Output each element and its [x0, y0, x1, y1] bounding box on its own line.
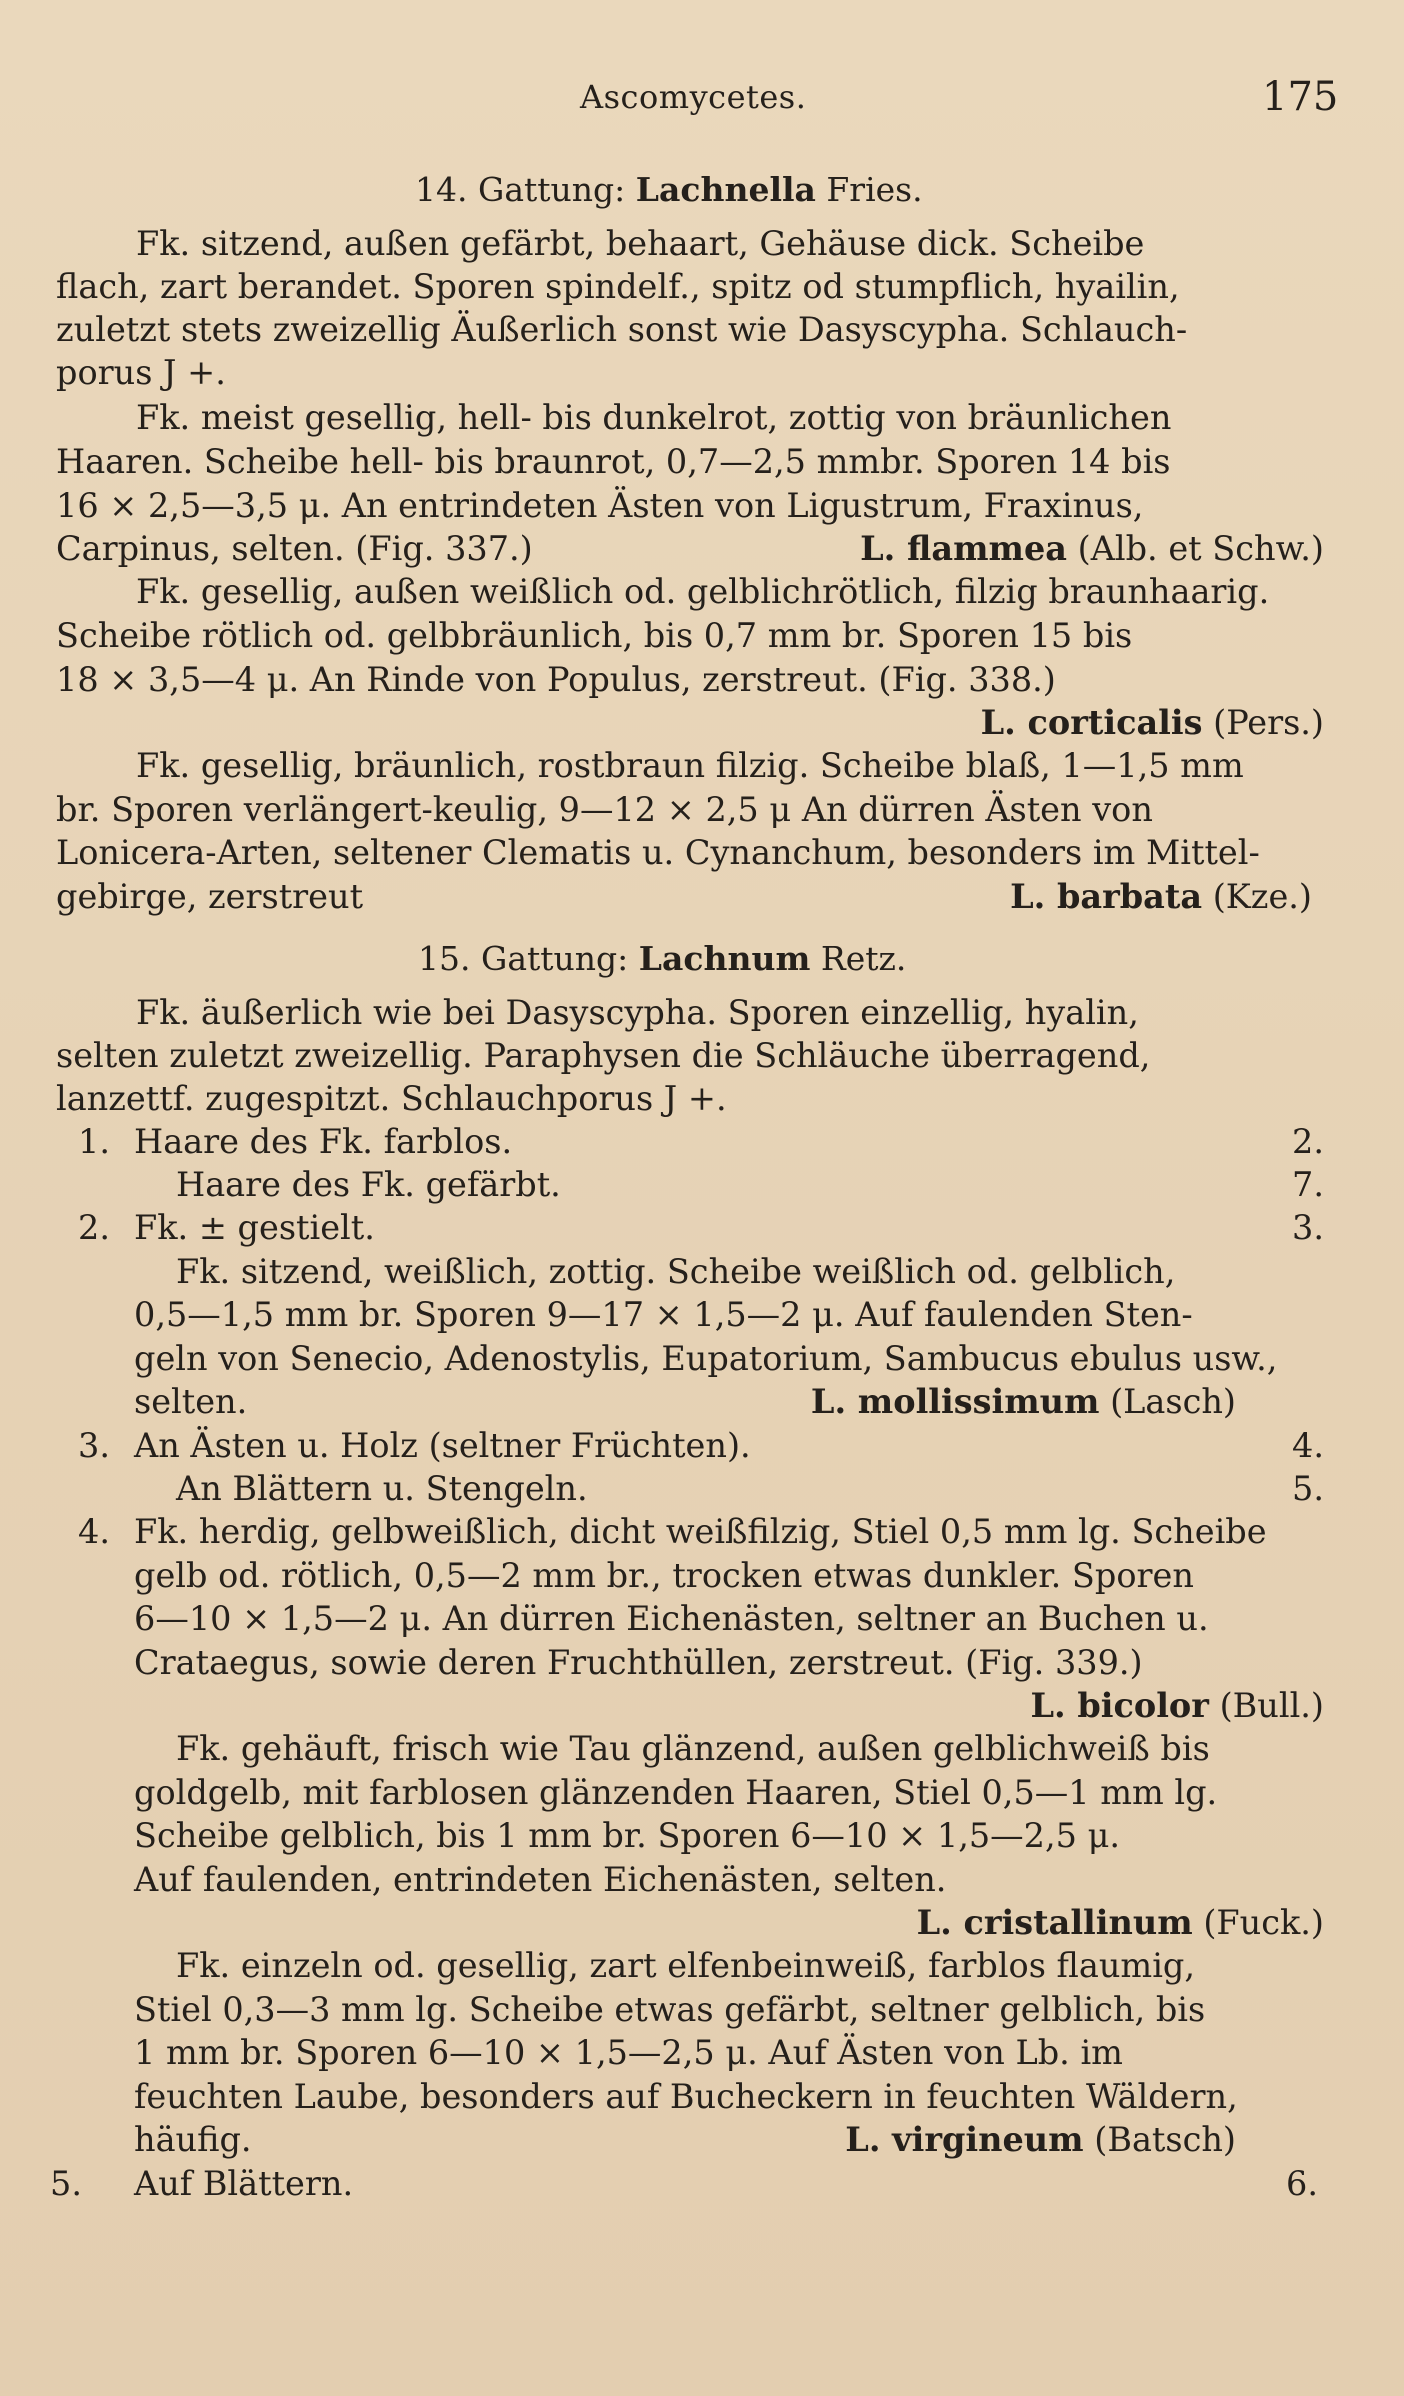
- key-ref: 7.: [1292, 1165, 1324, 1204]
- text-line: goldgelb, mit farblosen glänzenden Haaren, Stiel 0,5—1 mm lg.: [134, 1773, 1218, 1812]
- key-line: [0, 1467, 1404, 1511]
- key-line: [0, 1163, 1404, 1207]
- text-line: Scheibe gelblich, bis 1 mm br. Sporen 6—10 × 1,5—2,5 μ.: [134, 1816, 1121, 1855]
- key-text: Haare des Fk. farblos.: [134, 1122, 513, 1161]
- running-head: [0, 74, 1404, 124]
- text-line: 16 × 2,5—3,5 μ. An entrindeten Ästen von Ligustrum, Fraxinus,: [56, 486, 1144, 525]
- species-name: L. corticalis (Pers.): [980, 703, 1324, 742]
- text-line: Fk. meist gesellig, hell- bis dunkelrot, zottig von bräunlichen: [136, 398, 1172, 437]
- key-line: [0, 1424, 1404, 1468]
- text-line: lanzettf. zugespitzt. Schlauchporus J +.: [56, 1079, 727, 1118]
- key-number: 2.: [78, 1208, 110, 1247]
- key-line: [0, 1510, 1404, 1554]
- genus-heading-prefix: 15. Gattung:: [418, 939, 639, 978]
- key-line: [0, 1206, 1404, 1250]
- key-text: Fk. herdig, gelbweißlich, dicht weißfilzig, Stiel 0,5 mm lg. Scheibe: [134, 1512, 1267, 1551]
- key-text: Haare des Fk. gefärbt.: [176, 1165, 561, 1204]
- text-line: zuletzt stets zweizellig Äußerlich sonst wie Dasyscypha. Schlauch-: [56, 310, 1188, 349]
- key-text: An Blättern u. Stengeln.: [176, 1469, 588, 1508]
- text-line: häufig. L. virgineum (Batsch): [0, 2118, 1404, 2162]
- text-line: br. Sporen verlängert-keulig, 9—12 × 2,5 μ An dürren Ästen von: [56, 790, 1153, 829]
- key-line: [0, 1120, 1404, 1164]
- key-ref: 3.: [1292, 1208, 1324, 1247]
- text-line: flach, zart berandet. Sporen spindelf., spitz od stumpflich, hyailin,: [56, 267, 1180, 306]
- species-name: L. mollissimum (Lasch): [810, 1382, 1236, 1421]
- key-text: An Ästen u. Holz (seltner Früchten).: [134, 1426, 751, 1465]
- text-line: Stiel 0,3—3 mm lg. Scheibe etwas gefärbt, seltner gelblich, bis: [134, 1990, 1206, 2029]
- key-ref: 4.: [1292, 1426, 1324, 1465]
- text-line: gebirge, zerstreut L. barbata (Kze.): [0, 875, 1404, 919]
- text-line: Crataegus, sowie deren Fruchthüllen, zerstreut. (Fig. 339.): [134, 1643, 1143, 1682]
- text-line: Fk. gehäuft, frisch wie Tau glänzend, außen gelblichweiß bis: [176, 1729, 1210, 1768]
- page-number: 175: [1262, 74, 1339, 120]
- text-line: feuchten Laube, besonders auf Bucheckern in feuchten Wäldern,: [134, 2077, 1238, 2116]
- text-line: Carpinus, selten. (Fig. 337.) L. flammea (Alb. et Schw.): [0, 527, 1404, 571]
- genus-author: Retz.: [810, 939, 907, 978]
- text-line: selten zuletzt zweizellig. Paraphysen die Schläuche überragend,: [56, 1036, 1151, 1075]
- text-line: 6—10 × 1,5—2 μ. An dürren Eichenästen, seltner an Buchen u.: [134, 1599, 1209, 1638]
- species-line: [0, 701, 1404, 745]
- text-line: Fk. einzeln od. gesellig, zart elfenbeinweiß, farblos flaumig,: [176, 1946, 1196, 1985]
- text-line: Lonicera-Arten, seltener Clematis u. Cynanchum, besonders im Mittel-: [56, 833, 1260, 872]
- species-line: [0, 1684, 1404, 1728]
- species-name: L. flammea (Alb. et Schw.): [860, 529, 1324, 568]
- species-name: L. barbata (Kze.): [1010, 877, 1312, 916]
- text-line: Scheibe rötlich od. gelbbräunlich, bis 0,7 mm br. Sporen 15 bis: [56, 616, 1133, 655]
- key-number: 5.: [50, 2164, 82, 2203]
- text-line: geln von Senecio, Adenostylis, Eupatorium, Sambucus ebulus usw.,: [134, 1339, 1278, 1378]
- genus-author: Fries.: [815, 170, 923, 209]
- key-number: 4.: [78, 1512, 110, 1551]
- text-line: selten. L. mollissimum (Lasch): [0, 1380, 1404, 1424]
- genus-heading: [0, 937, 1404, 981]
- genus-name: Lachnum: [638, 939, 811, 978]
- text-line: Auf faulenden, entrindeten Eichenästen, selten.: [134, 1860, 947, 1899]
- species-name: L. cristallinum (Fuck.): [916, 1903, 1324, 1942]
- species-name: L. virgineum (Batsch): [845, 2120, 1236, 2159]
- species-name: L. bicolor (Bull.): [1030, 1686, 1324, 1725]
- species-line: [0, 1901, 1404, 1945]
- key-line: [0, 2162, 1404, 2206]
- text-line: Haaren. Scheibe hell- bis braunrot, 0,7—2,5 mmbr. Sporen 14 bis: [56, 442, 1171, 481]
- key-number: 3.: [78, 1426, 110, 1465]
- text-line: Fk. sitzend, außen gefärbt, behaart, Gehäuse dick. Scheibe: [136, 224, 1145, 263]
- text-line: Fk. gesellig, bräunlich, rostbraun filzig. Scheibe blaß, 1—1,5 mm: [136, 746, 1244, 785]
- genus-heading-prefix: 14. Gattung:: [415, 170, 636, 209]
- key-number: 1.: [78, 1122, 110, 1161]
- text-line: 0,5—1,5 mm br. Sporen 9—17 × 1,5—2 μ. Auf faulenden Sten-: [134, 1295, 1193, 1334]
- text-line: Fk. äußerlich wie bei Dasyscypha. Sporen einzellig, hyalin,: [136, 993, 1139, 1032]
- key-ref: 6.: [1286, 2164, 1318, 2203]
- key-ref: 5.: [1292, 1469, 1324, 1508]
- running-head-title: Ascomycetes.: [580, 78, 807, 116]
- text-line: Fk. gesellig, außen weißlich od. gelblichrötlich, filzig braunhaarig.: [136, 572, 1270, 611]
- genus-heading: [0, 168, 1404, 212]
- text-line: 18 × 3,5—4 μ. An Rinde von Populus, zerstreut. (Fig. 338.): [56, 660, 1056, 699]
- text-line: Fk. sitzend, weißlich, zottig. Scheibe weißlich od. gelblich,: [176, 1252, 1176, 1291]
- text-line: gelb od. rötlich, 0,5—2 mm br., trocken etwas dunkler. Sporen: [134, 1556, 1194, 1595]
- text-line: porus J +.: [56, 353, 226, 392]
- key-text: Auf Blättern.: [134, 2164, 354, 2203]
- genus-name: Lachnella: [635, 170, 816, 209]
- text-line: 1 mm br. Sporen 6—10 × 1,5—2,5 μ. Auf Ästen von Lb. im: [134, 2033, 1123, 2072]
- key-ref: 2.: [1292, 1122, 1324, 1161]
- key-text: Fk. ± gestielt.: [134, 1208, 375, 1247]
